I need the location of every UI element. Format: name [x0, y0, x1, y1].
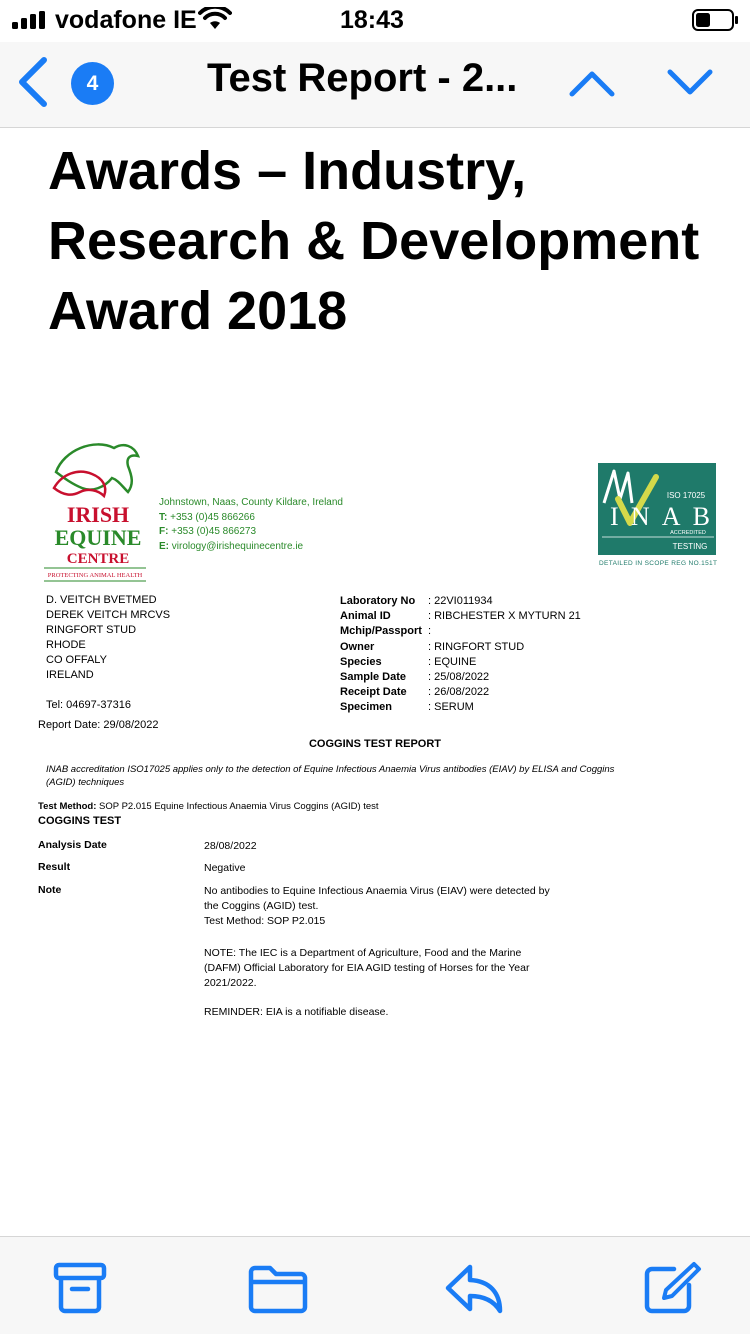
contact-address: Johnstown, Naas, County Kildare, Ireland: [159, 497, 343, 508]
logo-line-centre: CENTRE: [66, 551, 130, 567]
detail-label: Receipt Date: [340, 686, 407, 699]
detail-value: : EQUINE: [428, 655, 477, 668]
unread-count-badge[interactable]: 4: [71, 62, 114, 105]
result-label: Result: [38, 861, 71, 873]
analysis-date-label: Analysis Date: [38, 839, 107, 851]
next-message-chevron-down-icon[interactable]: [664, 62, 716, 102]
detail-label: Animal ID: [340, 610, 391, 623]
fax-label: F:: [159, 526, 169, 537]
detail-row: [340, 624, 581, 639]
inab-name: INAB: [610, 502, 710, 531]
address-line: IRELAND: [46, 669, 94, 681]
heading-line: Research & Development: [48, 211, 700, 271]
test-method: [38, 801, 379, 812]
address-line: CO OFFALY: [46, 654, 107, 666]
detail-row: [340, 685, 581, 700]
detail-row: [340, 655, 581, 670]
detail-value: : RINGFORT STUD: [428, 640, 525, 653]
inab-testing-label: TESTING: [672, 542, 708, 551]
result-value: Negative: [204, 862, 246, 874]
analysis-date-value: 28/08/2022: [204, 840, 257, 852]
report-date: Report Date: 29/08/2022: [38, 719, 159, 731]
wifi-icon: [198, 7, 232, 31]
status-time: 18:43: [340, 6, 404, 34]
message-title: Test Report - 2...: [207, 56, 518, 100]
inab-accredited-label: ACCREDITED: [670, 530, 706, 536]
detail-row: [340, 700, 581, 715]
logo-line-equine: EQUINE: [54, 525, 142, 550]
detail-row: [340, 609, 581, 624]
detail-value: : SERUM: [428, 701, 474, 714]
reply-icon[interactable]: [444, 1261, 504, 1315]
note-paragraph: No antibodies to Equine Infectious Anaemia Virus (EIAV) were detected by the Coggins (AGID) test. Test Method: SOP P2.015: [204, 885, 550, 927]
contact-phone: [159, 511, 343, 526]
section-heading: COGGINS TEST: [38, 815, 122, 827]
address-line: RHODE: [46, 639, 86, 651]
detail-row: [340, 594, 581, 609]
email-value: virology@irishequinecentre.ie: [169, 540, 304, 552]
email-label: E:: [159, 540, 169, 552]
note-label: Note: [38, 884, 62, 896]
inab-scope-label: DETAILED IN SCOPE REG NO.151T: [599, 560, 717, 567]
detail-label: Specimen: [340, 701, 392, 714]
recipient-address: [46, 593, 170, 683]
phone-value: +353 (0)45 866266: [167, 511, 255, 523]
address-line: DEREK VEITCH MRCVS: [46, 609, 171, 621]
inab-accreditation-note: INAB accreditation ISO17025 applies only to the detection of Equine Infectious Anaemia Virus antibodies (EIAV) by ELISA and Coggins (AGID) techniques: [46, 764, 615, 788]
heading-line: Awards – Industry,: [48, 141, 527, 201]
navigation-bar: [0, 42, 750, 128]
sample-details: [340, 594, 581, 716]
note-paragraph: NOTE: The IEC is a Department of Agriculture, Food and the Marine (DAFM) Official Laboratory for EIA AGID testing of Horses for the Year 2021/2022.: [204, 947, 530, 989]
detail-row: [340, 640, 581, 655]
test-method-label: Test Method:: [38, 801, 97, 812]
address-line: RINGFORT STUD: [46, 624, 137, 636]
recipient-telephone: Tel: 04697-37316: [46, 699, 132, 711]
cellular-signal-icon: [12, 11, 48, 29]
phone-label: T:: [159, 511, 168, 523]
address-line: D. VEITCH BVETMED: [46, 594, 157, 606]
back-chevron-icon[interactable]: [14, 54, 50, 110]
inab-iso-label: ISO 17025: [666, 491, 706, 500]
detail-value: : RIBCHESTER X MYTURN 21: [428, 610, 581, 623]
detail-value: : 22VI011934: [428, 595, 493, 607]
previous-message-chevron-up-icon[interactable]: [566, 62, 618, 102]
test-method-value: SOP P2.015 Equine Infectious Anaemia Virus Coggins (AGID) test: [96, 801, 379, 812]
battery-icon: [692, 9, 738, 31]
detail-label: Mchip/Passport: [340, 625, 422, 638]
detail-row: [340, 670, 581, 685]
detail-label: Sample Date: [340, 671, 407, 684]
detail-label: Species: [340, 655, 382, 668]
irish-equine-centre-logo: [42, 436, 154, 584]
archive-icon[interactable]: [50, 1261, 110, 1315]
contact-details: [159, 496, 343, 554]
reminder-paragraph: REMINDER: EIA is a notifiable disease.: [204, 1006, 389, 1018]
contact-fax: [159, 525, 343, 540]
status-bar: [0, 0, 750, 42]
move-to-folder-icon[interactable]: [248, 1261, 308, 1315]
contact-email: [159, 540, 343, 555]
compose-icon[interactable]: [642, 1261, 702, 1315]
fax-value: +353 (0)45 866273: [168, 526, 257, 537]
logo-tagline: PROTECTING ANIMAL HEALTH: [47, 572, 143, 579]
detail-value: :: [428, 625, 432, 638]
bottom-toolbar: [0, 1236, 750, 1334]
detail-value: : 25/08/2022: [428, 671, 490, 684]
detail-label: Laboratory No: [340, 595, 416, 607]
logo-line-irish: IRISH: [66, 502, 130, 527]
heading-line: Award 2018: [48, 281, 348, 341]
inab-accreditation-logo: [596, 463, 720, 569]
detail-label: Owner: [340, 640, 375, 653]
detail-value: : 26/08/2022: [428, 686, 490, 699]
carrier-name: vodafone IE: [55, 6, 197, 34]
email-body-heading: [48, 136, 738, 346]
report-title: COGGINS TEST REPORT: [308, 738, 441, 750]
